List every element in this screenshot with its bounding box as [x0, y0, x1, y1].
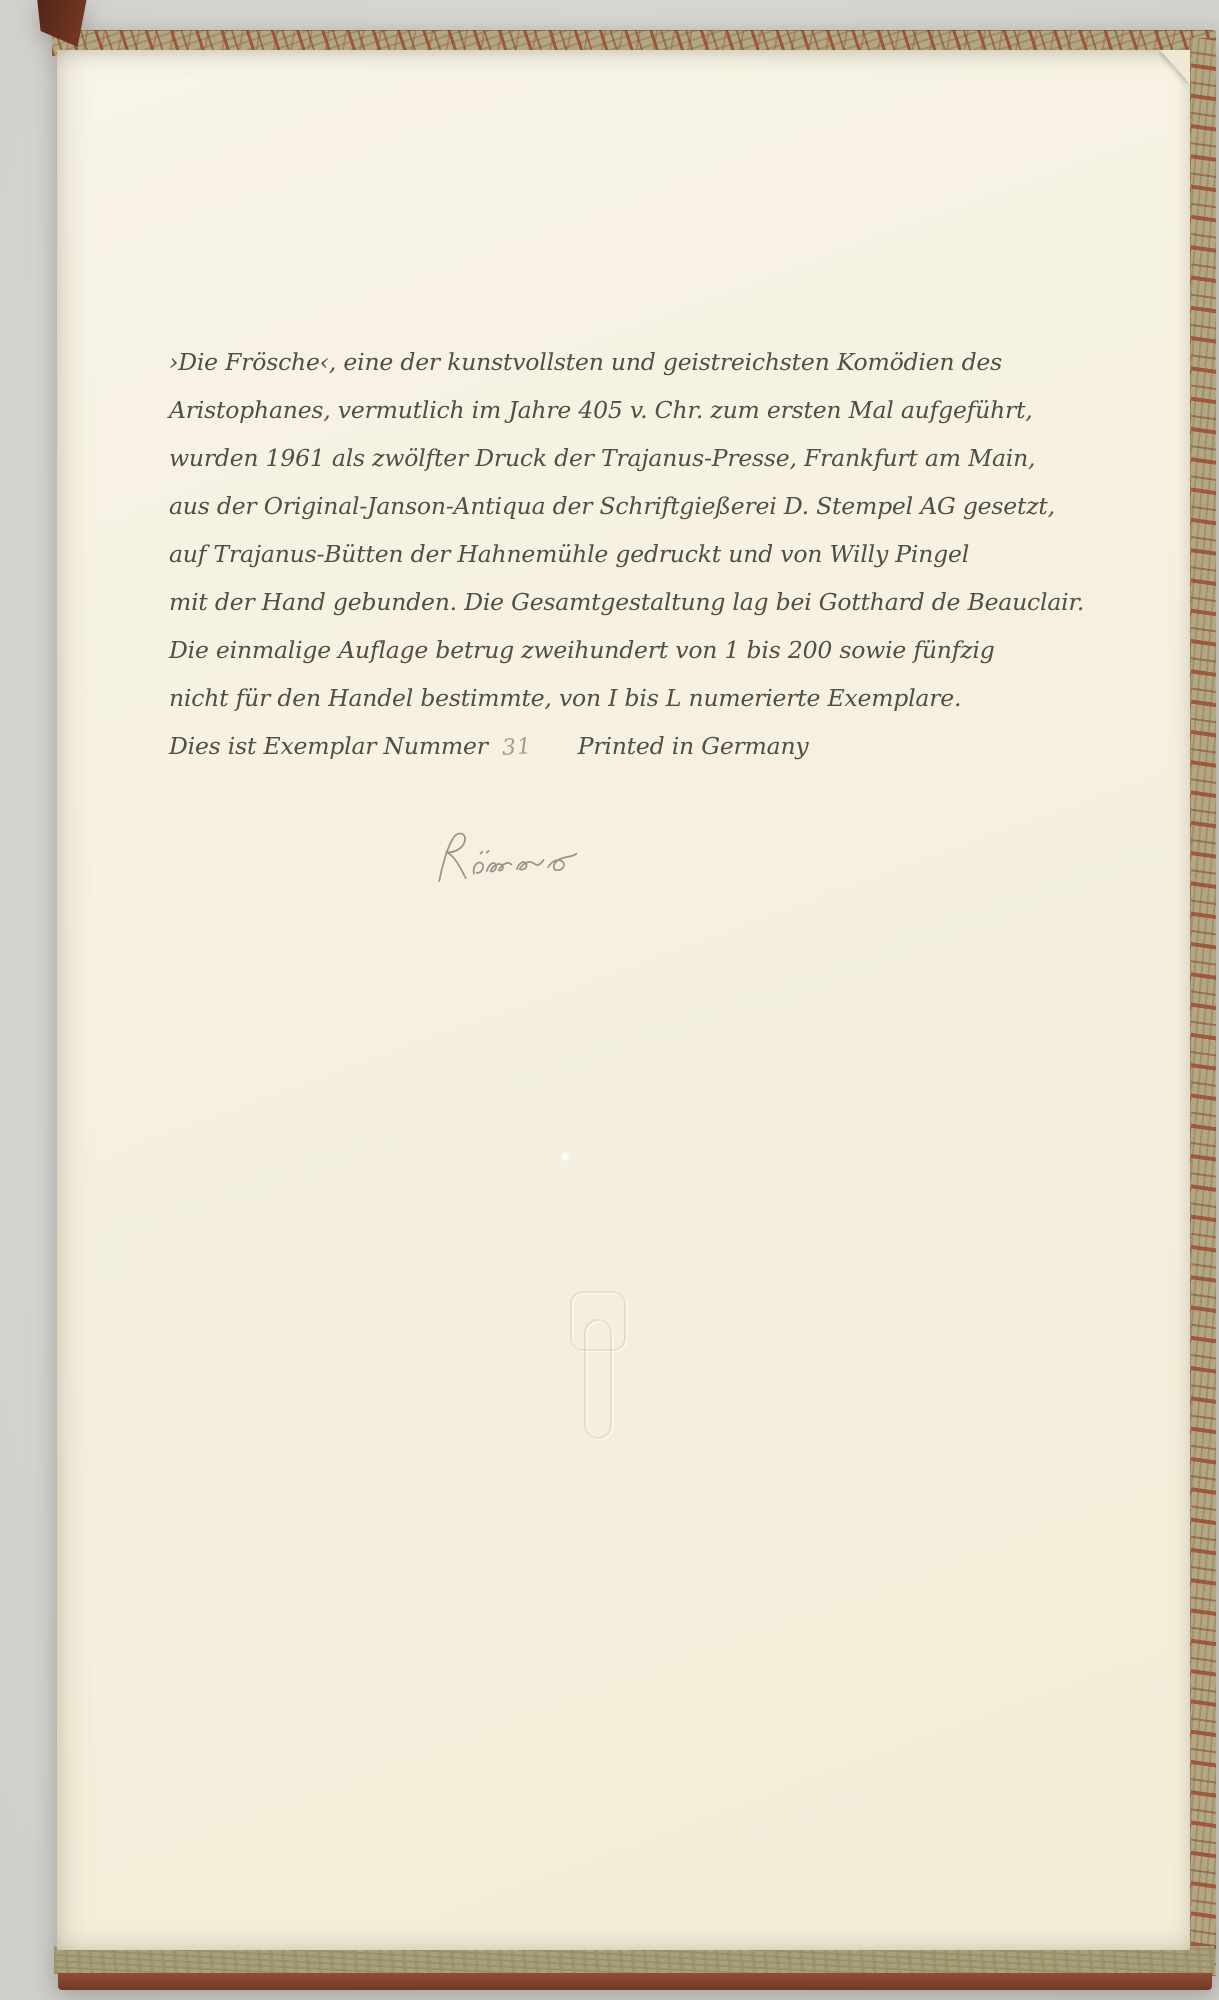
- imprint-text: Printed in Germany: [577, 732, 809, 760]
- colophon-line: Die einmalige Auflage betrug zweihundert von 1 bis 200 sowie fünfzig: [169, 636, 995, 664]
- colophon-line: auf Trajanus-Bütten der Hahnemühle gedruckt und von Willy Pingel: [169, 540, 970, 568]
- colophon-text-block: [169, 338, 1085, 770]
- book-cover-bottom-edge: [54, 1946, 1214, 1974]
- press-blind-stamp-icon: [553, 1286, 643, 1451]
- handwritten-exemplar-number: 31: [500, 733, 533, 762]
- handwritten-signature: [427, 828, 585, 892]
- colophon-line: mit der Hand gebunden. Die Gesamtgestaltung lag bei Gotthard de Beauclair.: [169, 588, 1085, 616]
- colophon-line: wurden 1961 als zwölfter Druck der Trajanus-Presse, Frankfurt am Main,: [169, 444, 1036, 472]
- colophon-line: nicht für den Handel bestimmte, von I bis L numerierte Exemplare.: [169, 684, 962, 712]
- page-corner-fold: [1160, 50, 1190, 84]
- colophon-line: Aristophanes, vermutlich im Jahre 405 v. Chr. zum ersten Mal aufgeführt,: [169, 396, 1033, 424]
- colophon-page: [57, 50, 1190, 1950]
- exemplar-prefix: Dies ist Exemplar Nummer: [169, 732, 488, 760]
- book-cover-bottom-board: [58, 1973, 1212, 1990]
- colophon-line: aus der Original-Janson-Antiqua der Schriftgießerei D. Stempel AG gesetzt,: [169, 492, 1055, 520]
- book-cover-fore-edge: [1190, 38, 1216, 1976]
- exemplar-line: [169, 722, 989, 770]
- book: [40, 28, 1216, 1990]
- colophon-line: ›Die Frösche‹, eine der kunstvollsten und geistreichsten Komödien des: [169, 348, 1003, 376]
- paper-fleck: [562, 1153, 569, 1160]
